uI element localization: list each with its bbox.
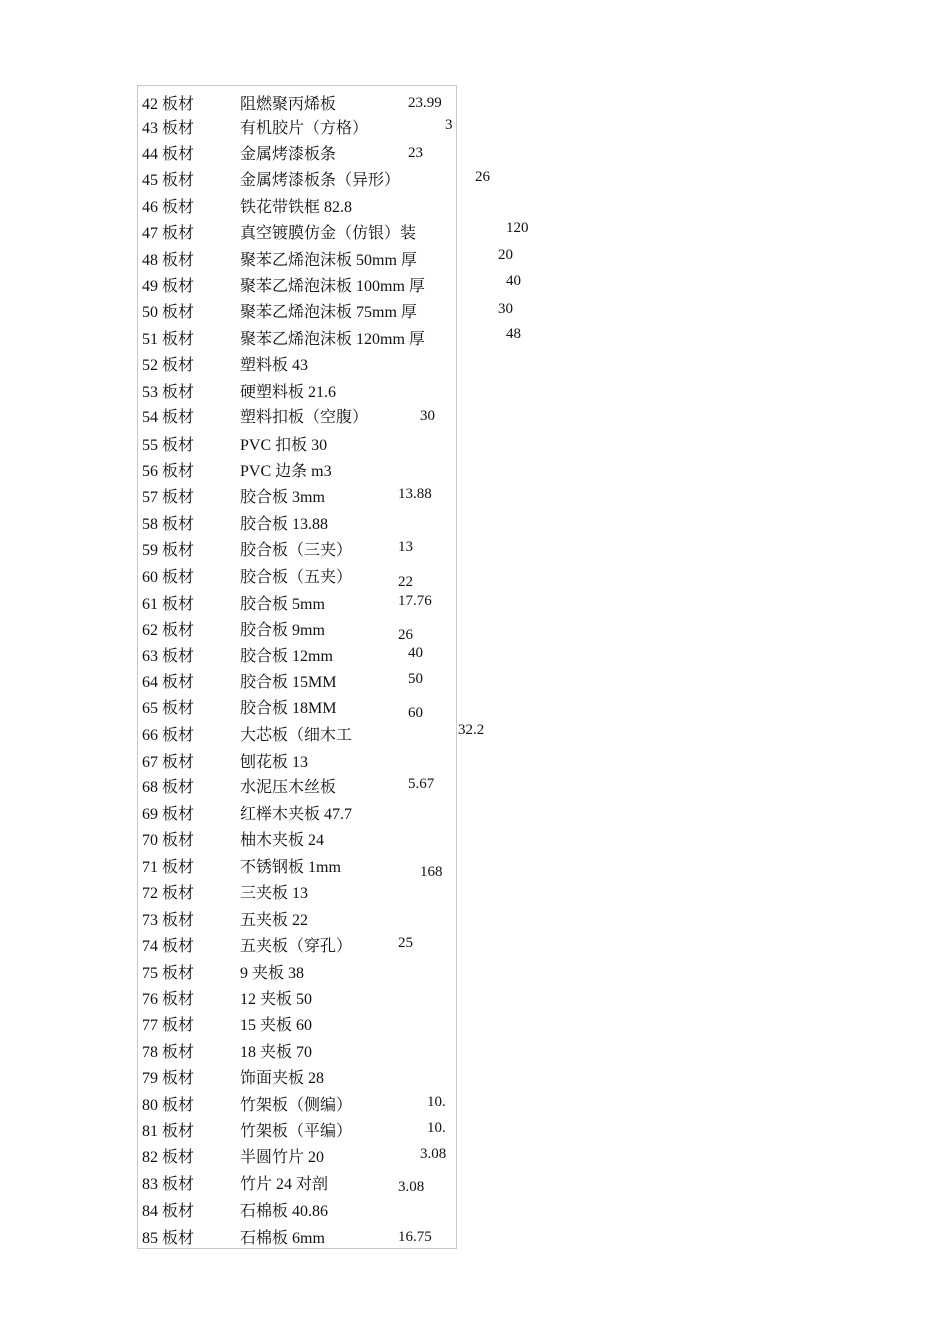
- material-name: 胶合板 13.88: [240, 516, 329, 533]
- row-index: 51 板材: [142, 331, 195, 348]
- material-name: 聚苯乙烯泡沫板 75mm 厚: [240, 304, 417, 321]
- material-name: 胶合板（三夹）: [240, 542, 353, 559]
- unit-price: 5.67: [408, 776, 435, 792]
- table-row: [0, 618, 950, 644]
- row-index: 56 板材: [142, 463, 195, 480]
- row-index: 52 板材: [142, 357, 195, 374]
- table-row: [0, 1226, 950, 1252]
- material-name: 真空镀膜仿金（仿银）装: [240, 225, 417, 242]
- row-index: 83 板材: [142, 1176, 195, 1193]
- row-index: 63 板材: [142, 648, 195, 665]
- row-index: 82 板材: [142, 1149, 195, 1166]
- unit-price: 3: [445, 117, 453, 133]
- material-name: 有机胶片（方格）: [240, 120, 369, 137]
- table-row: [0, 775, 950, 801]
- row-index: 53 板材: [142, 384, 195, 401]
- table-row: [0, 750, 950, 776]
- row-index: 43 板材: [142, 120, 195, 137]
- table-row: [0, 168, 950, 194]
- material-name: 15 夹板 60: [240, 1017, 313, 1034]
- material-name: 铁花带铁框 82.8: [240, 199, 353, 216]
- row-index: 70 板材: [142, 832, 195, 849]
- material-name: 金属烤漆板条: [240, 146, 337, 163]
- material-name: 刨花板 13: [240, 754, 309, 771]
- unit-price: 20: [498, 247, 513, 263]
- row-index: 59 板材: [142, 542, 195, 559]
- table-row: [0, 538, 950, 564]
- row-index: 81 板材: [142, 1123, 195, 1140]
- row-index: 44 板材: [142, 146, 195, 163]
- table-row: [0, 987, 950, 1013]
- material-name: 石棉板 6mm: [240, 1230, 325, 1247]
- table-row: [0, 300, 950, 326]
- unit-price: 48: [506, 326, 521, 342]
- unit-price: 13.88: [398, 486, 432, 502]
- material-name: 胶合板 5mm: [240, 596, 325, 613]
- unit-price: 30: [498, 301, 513, 317]
- table-row: [0, 1093, 950, 1119]
- row-index: 64 板材: [142, 674, 195, 691]
- unit-price: 32.2: [458, 722, 485, 738]
- unit-price: 30: [420, 408, 435, 424]
- row-index: 69 板材: [142, 806, 195, 823]
- unit-price: 17.76: [398, 593, 432, 609]
- table-row: [0, 116, 950, 142]
- table-row: [0, 142, 950, 168]
- unit-price: 26: [398, 627, 413, 643]
- unit-price: 26: [475, 169, 490, 185]
- table-row: [0, 1066, 950, 1092]
- row-index: 62 板材: [142, 622, 195, 639]
- row-index: 68 板材: [142, 779, 195, 796]
- table-row: [0, 723, 950, 749]
- table-row: [0, 696, 950, 722]
- unit-price: 23.99: [408, 95, 442, 111]
- table-row: [0, 327, 950, 353]
- table-row: [0, 1145, 950, 1171]
- unit-price: 16.75: [398, 1229, 432, 1245]
- table-row: [0, 512, 950, 538]
- row-index: 72 板材: [142, 885, 195, 902]
- material-name: 18 夹板 70: [240, 1044, 313, 1061]
- row-index: 47 板材: [142, 225, 195, 242]
- table-row: [0, 1040, 950, 1066]
- row-index: 46 板材: [142, 199, 195, 216]
- table-row: [0, 221, 950, 247]
- material-name: 红榉木夹板 47.7: [240, 806, 353, 823]
- material-name: 不锈钢板 1mm: [240, 859, 341, 876]
- table-row: [0, 92, 950, 118]
- table-row: [0, 433, 950, 459]
- material-name: 胶合板 12mm: [240, 648, 333, 665]
- table-row: [0, 670, 950, 696]
- table-row: [0, 1172, 950, 1198]
- material-name: 柚木夹板 24: [240, 832, 325, 849]
- material-name: 阻燃聚丙烯板: [240, 96, 337, 113]
- material-name: 五夹板（穿孔）: [240, 938, 353, 955]
- table-row: [0, 934, 950, 960]
- unit-price: 25: [398, 935, 413, 951]
- row-index: 80 板材: [142, 1097, 195, 1114]
- material-name: 聚苯乙烯泡沫板 100mm 厚: [240, 278, 425, 295]
- material-name: PVC 扣板 30: [240, 437, 328, 454]
- material-name: 聚苯乙烯泡沫板 50mm 厚: [240, 252, 417, 269]
- unit-price: 50: [408, 671, 423, 687]
- table-row: [0, 828, 950, 854]
- table-row: [0, 459, 950, 485]
- material-name: 聚苯乙烯泡沫板 120mm 厚: [240, 331, 425, 348]
- unit-price: 3.08: [398, 1179, 425, 1195]
- material-name: 胶合板 18MM: [240, 700, 337, 717]
- material-name: 金属烤漆板条（异形）: [240, 172, 401, 189]
- table-row: [0, 195, 950, 221]
- row-index: 74 板材: [142, 938, 195, 955]
- row-index: 50 板材: [142, 304, 195, 321]
- table-row: [0, 644, 950, 670]
- unit-price: 22: [398, 574, 413, 590]
- unit-price: 13: [398, 539, 413, 555]
- row-index: 66 板材: [142, 727, 195, 744]
- row-index: 84 板材: [142, 1203, 195, 1220]
- table-row: [0, 353, 950, 379]
- unit-price: 60: [408, 705, 423, 721]
- row-index: 48 板材: [142, 252, 195, 269]
- table-row: [0, 802, 950, 828]
- material-name: 大芯板（细木工: [240, 727, 353, 744]
- table-row: [0, 565, 950, 591]
- material-name: 胶合板 15MM: [240, 674, 337, 691]
- material-name: 石棉板 40.86: [240, 1203, 329, 1220]
- table-row: [0, 592, 950, 618]
- row-index: 42 板材: [142, 96, 195, 113]
- table-row: [0, 274, 950, 300]
- material-name: 硬塑料板 21.6: [240, 384, 337, 401]
- row-index: 76 板材: [142, 991, 195, 1008]
- material-name: 三夹板 13: [240, 885, 309, 902]
- row-index: 60 板材: [142, 569, 195, 586]
- unit-price: 10.: [427, 1120, 446, 1136]
- table-row: [0, 855, 950, 881]
- row-index: 67 板材: [142, 754, 195, 771]
- material-name: 9 夹板 38: [240, 965, 305, 982]
- table-row: [0, 881, 950, 907]
- unit-price: 40: [506, 273, 521, 289]
- row-index: 49 板材: [142, 278, 195, 295]
- material-name: 胶合板 9mm: [240, 622, 325, 639]
- table-row: [0, 1119, 950, 1145]
- row-index: 57 板材: [142, 489, 195, 506]
- row-index: 75 板材: [142, 965, 195, 982]
- table-row: [0, 1013, 950, 1039]
- material-name: 五夹板 22: [240, 912, 309, 929]
- unit-price: 10.: [427, 1094, 446, 1110]
- row-index: 71 板材: [142, 859, 195, 876]
- unit-price: 40: [408, 645, 423, 661]
- row-index: 78 板材: [142, 1044, 195, 1061]
- material-name: 饰面夹板 28: [240, 1070, 325, 1087]
- material-name: 半圆竹片 20: [240, 1149, 325, 1166]
- table-row: [0, 380, 950, 406]
- row-index: 55 板材: [142, 437, 195, 454]
- table-row: [0, 908, 950, 934]
- table-row: [0, 961, 950, 987]
- unit-price: 168: [420, 864, 443, 880]
- material-name: 12 夹板 50: [240, 991, 313, 1008]
- material-name: PVC 边条 m3: [240, 463, 332, 480]
- material-name: 塑料板 43: [240, 357, 309, 374]
- unit-price: 3.08: [420, 1146, 447, 1162]
- material-name: 竹架板（平编）: [240, 1123, 353, 1140]
- row-index: 61 板材: [142, 596, 195, 613]
- table-row: [0, 485, 950, 511]
- row-index: 73 板材: [142, 912, 195, 929]
- row-index: 79 板材: [142, 1070, 195, 1087]
- table-row: [0, 248, 950, 274]
- material-name: 胶合板 3mm: [240, 489, 325, 506]
- material-name: 竹片 24 对剖: [240, 1176, 329, 1193]
- material-name: 水泥压木丝板: [240, 779, 337, 796]
- unit-price: 120: [506, 220, 529, 236]
- row-index: 85 板材: [142, 1230, 195, 1247]
- row-index: 65 板材: [142, 700, 195, 717]
- table-row: [0, 405, 950, 431]
- row-index: 77 板材: [142, 1017, 195, 1034]
- material-name: 塑料扣板（空腹）: [240, 409, 369, 426]
- row-index: 54 板材: [142, 409, 195, 426]
- row-index: 58 板材: [142, 516, 195, 533]
- table-row: [0, 1199, 950, 1225]
- material-name: 竹架板（侧编）: [240, 1097, 353, 1114]
- row-index: 45 板材: [142, 172, 195, 189]
- unit-price: 23: [408, 145, 423, 161]
- material-name: 胶合板（五夹）: [240, 569, 353, 586]
